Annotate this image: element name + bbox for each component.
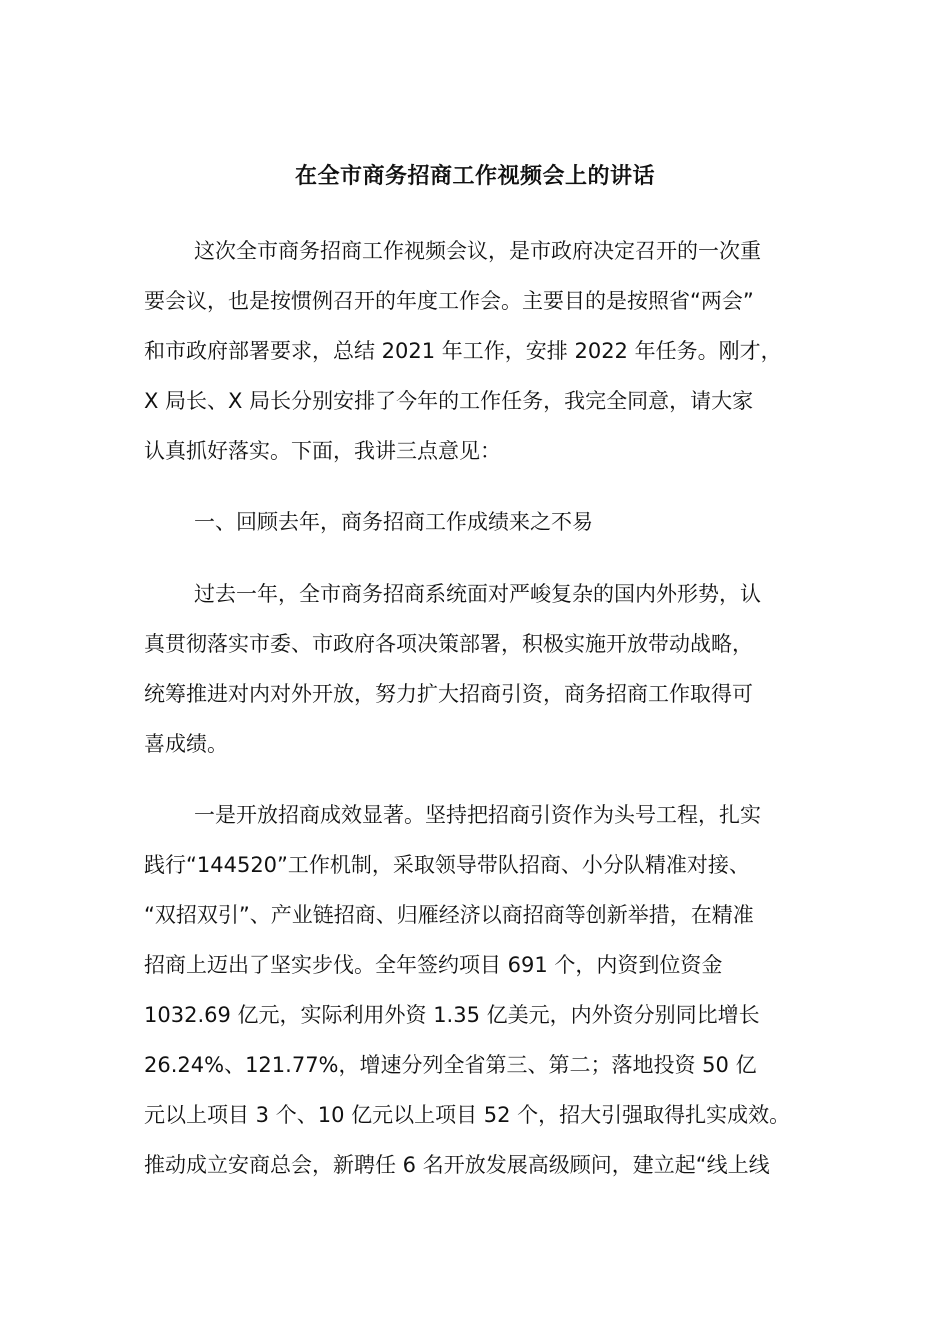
document-title: 在全市商务招商工作视频会上的讲话: [294, 164, 655, 189]
text-line: 喜成绩。: [144, 732, 228, 756]
section-heading-1: [144, 497, 814, 547]
text-line: 26.24%、121.77%，增速分列全省第三、第二；落地投资 50 亿: [144, 1053, 757, 1077]
text-line: 践行“144520”工作机制，采取领导带队招商、小分队精准对接、: [144, 853, 750, 877]
text-line: 过去一年，全市商务招商系统面对严峻复杂的国内外形势，认: [194, 582, 761, 606]
text-line: 一、回顾去年，商务招商工作成绩来之不易: [194, 510, 593, 534]
text-line: 真贯彻落实市委、市政府各项决策部署，积极实施开放带动战略，: [144, 632, 753, 656]
paragraph-3: [144, 790, 814, 1190]
paragraph-1: [144, 226, 814, 476]
text-line: 和市政府部署要求，总结 2021 年工作，安排 2022 年任务。刚才，: [144, 339, 782, 363]
text-line: 元以上项目 3 个、10 亿元以上项目 52 个，招大引强取得扎实成效。: [144, 1103, 791, 1127]
paragraph-2: [144, 569, 814, 769]
text-line: 一是开放招商成效显著。坚持把招商引资作为头号工程，扎实: [194, 803, 761, 827]
text-line: 这次全市商务招商工作视频会议，是市政府决定召开的一次重: [194, 239, 761, 263]
text-line: 推动成立安商总会，新聘任 6 名开放发展高级顾问，建立起“线上线: [144, 1153, 770, 1177]
text-line: 要会议，也是按惯例召开的年度工作会。主要目的是按照省“两会”: [144, 289, 754, 313]
text-line: “双招双引”、产业链招商、归雁经济以商招商等创新举措，在精准: [144, 903, 754, 927]
text-line: 招商上迈出了坚实步伐。全年签约项目 691 个，内资到位资金: [144, 953, 723, 977]
text-line: X 局长、X 局长分别安排了今年的工作任务，我完全同意，请大家: [144, 389, 754, 413]
text-line: 统筹推进对内对外开放，努力扩大招商引资，商务招商工作取得可: [144, 682, 753, 706]
text-line: 1032.69 亿元，实际利用外资 1.35 亿美元，内外资分别同比增长: [144, 1003, 760, 1027]
text-line: 认真抓好落实。下面，我讲三点意见：: [144, 439, 501, 463]
